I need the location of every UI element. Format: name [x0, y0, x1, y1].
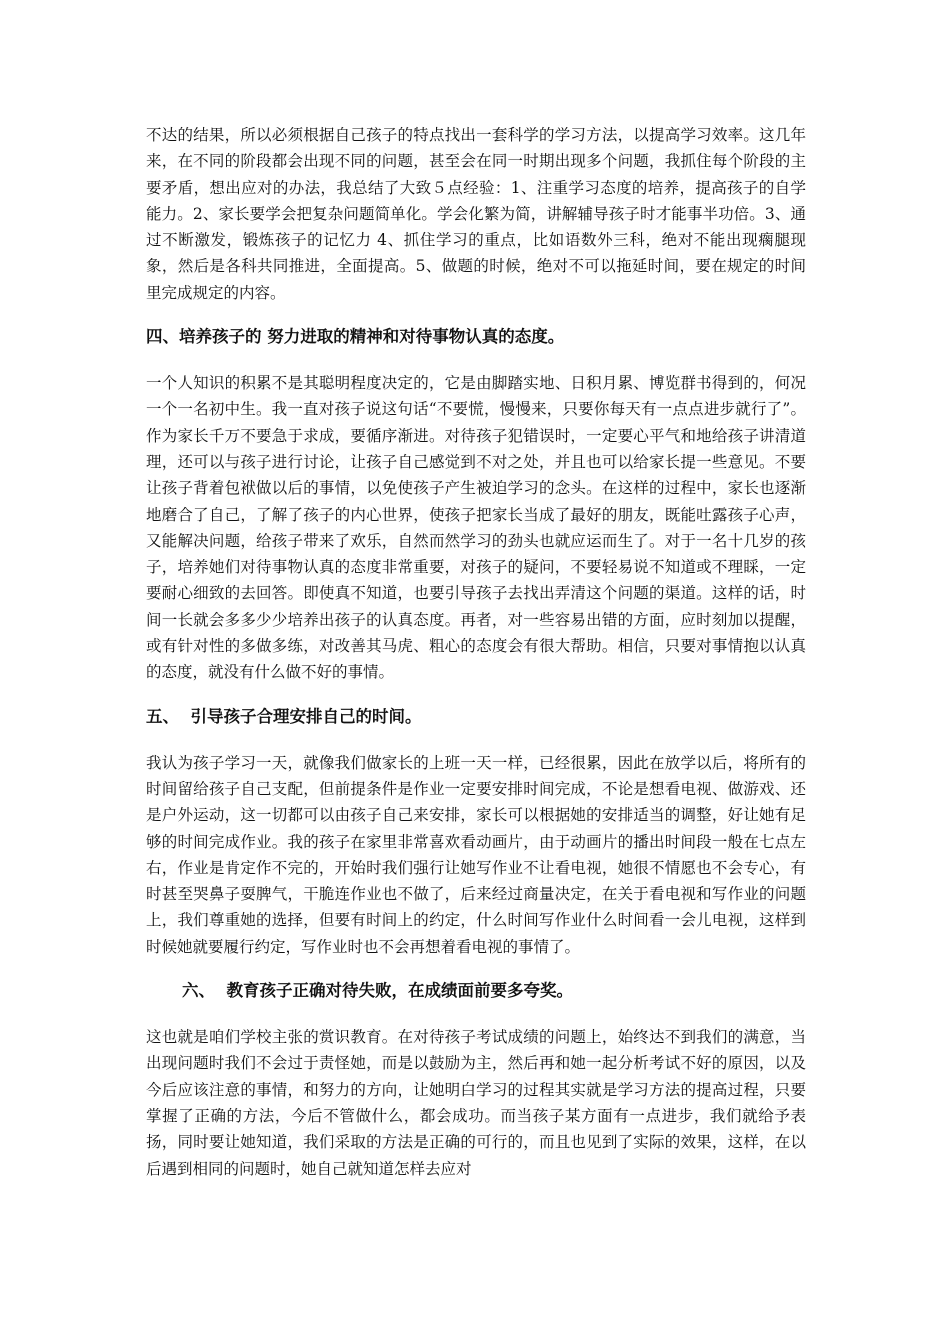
spacer [146, 350, 806, 370]
paragraph-study-methods: 不达的结果，所以必须根据自己孩子的特点找出一套科学的学习方法，以提高学习效率。这几年来，在不同的阶段都会出现不同的问题，甚至会在同一时期出现多个问题，我抓住每个阶段的主要矛盾，想出应对的办法，我总结了大致５点经验：1、注重学习态度的培养，提高孩子的自学能力。2、家长要学会把复杂问题简单化。学会化繁为简，讲解辅导孩子时才能事半功倍。3、通过不断激发，锻炼孩子的记忆力 4、抓住学习的重点，比如语数外三科，绝对不能出现瘸腿现象，然后是各科共同推进，全面提高。5、做题的时候，绝对不可以拖延时间，要在规定的时间里完成规定的内容。 [146, 126, 806, 302]
paragraph-time-management: 我认为孩子学习一天，就像我们做家长的上班一天一样，已经很累，因此在放学以后，将所有的时间留给孩子自己支配，但前提条件是作业一定要安排时间完成，不论是想看电视、做游戏、还是户外运动，这一切都可以由孩子自己来安排，家长可以根据她的安排适当的调整，好让她有足够的时间完成作业。我的孩子在家里非常喜欢看动画片，由于动画片的播出时间段一般在七点左右，作业是肯定作不完的，开始时我们强行让她写作业不让看电视，她很不情愿也不会专心，有时甚至哭鼻子耍脾气，干脆连作业也不做了，后来经过商量决定，在关于看电视和写作业的问题上，我们尊重她的选择，但要有时间上的约定，什么时间写作业什么时间看一会儿电视，这样到时候她就要履行约定，写作业时也不会再想着看电视的事情了。 [146, 753, 806, 956]
section-heading-6: 六、 教育孩子正确对待失败，在成绩面前要多夸奖。 [182, 981, 573, 1001]
spacer [146, 306, 806, 324]
section-heading-5: 五、 引导孩子合理安排自己的时间。 [146, 706, 422, 726]
section-heading-4: 四、培养孩子的 努力进取的精神和对待事物认真的态度。 [146, 327, 565, 347]
spacer [146, 730, 806, 750]
spacer [146, 686, 806, 704]
spacer [146, 960, 806, 978]
document-page [146, 122, 806, 1182]
spacer [146, 1004, 806, 1024]
paragraph-diligence-attitude: 一个人知识的积累不是其聪明程度决定的，它是由脚踏实地、日积月累、博览群书得到的，何况一个一名初中生。我一直对孩子说这句话“不要慌，慢慢来，只要你每天有一点点进步就行了”。作为家长千万不要急于求成，要循序渐进。对待孩子犯错误时，一定要心平气和地给孩子讲清道理，还可以与孩子进行讨论，让孩子自己感觉到不对之处，并且也可以给家长提一些意见。不要让孩子背着包袱做以后的事情，以免使孩子产生被迫学习的念头。在这样的过程中，家长也逐渐地磨合了自己，了解了孩子的内心世界，使孩子把家长当成了最好的朋友，既能吐露孩子心声，又能解决问题，给孩子带来了欢乐，自然而然学习的劲头也就应运而生了。对于一名十几岁的孩子，培养她们对待事物认真的态度非常重要，对孩子的疑问，不要轻易说不知道或不理睬，一定要耐心细致的去回答。即使真不知道，也要引导孩子去找出弄清这个问题的渠道。这样的话，时间一长就会多多少少培养出孩子的认真态度。再者，对一些容易出错的方面，应时刻加以提醒，或有针对性的多做多练，对改善其马虎、粗心的态度会有很大帮助。相信，只要对事情抱以认真的态度，就没有什么做不好的事情。 [146, 374, 806, 682]
paragraph-praise-education: 这也就是咱们学校主张的赏识教育。在对待孩子考试成绩的问题上，始终达不到我们的满意，当出现问题时我们不会过于责怪她，而是以鼓励为主，然后再和她一起分析考试不好的原因，以及今后应该注意的事情，和努力的方向，让她明白学习的过程其实就是学习方法的提高过程，只要掌握了正确的方法，今后不管做什么，都会成功。而当孩子某方面有一点进步，我们就给予表扬，同时要让她知道，我们采取的方法是正确的可行的，而且也见到了实际的效果，这样，在以后遇到相同的问题时，她自己就知道怎样去应对 [146, 1028, 806, 1178]
